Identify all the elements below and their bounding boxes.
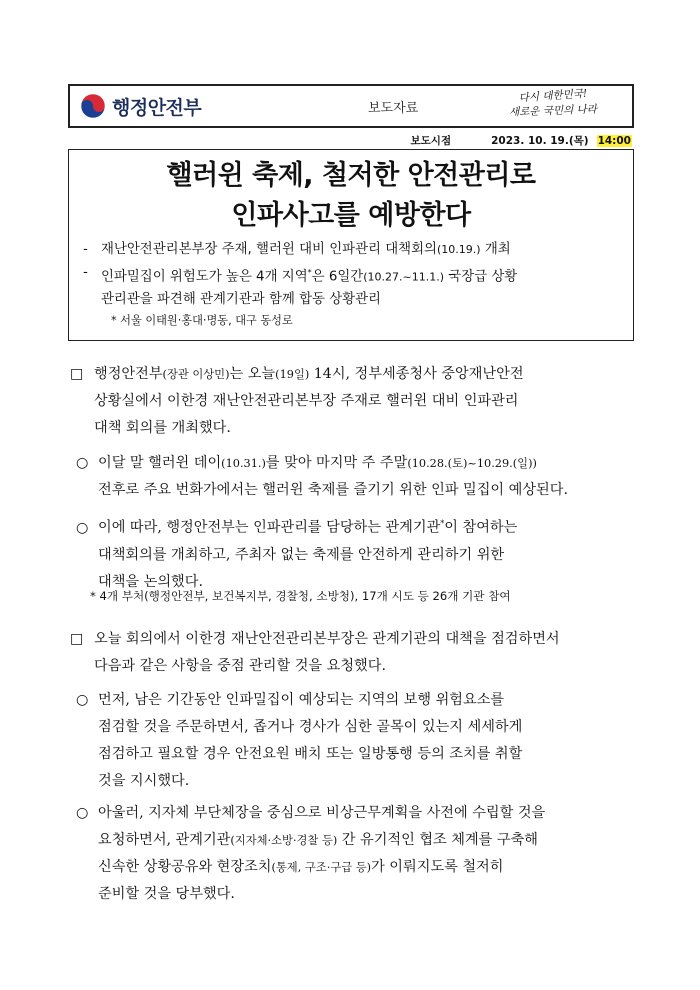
release-date: 2023. 10. 19.(목) [491,135,589,147]
headline-line-2: 인파사고를 예방한다 [231,200,471,231]
p6-text-c: 신속한 상황공유와 현장조치 [98,859,272,875]
subheadline-2-a: 인파밀집이 위험도가 높은 4개 지역 [101,269,308,285]
p1-text-b: 는 오늘 [229,366,276,382]
p5-line-4: 것을 지시했다. [98,773,190,789]
p5-line-2: 점검할 것을 주문하면서, 좁거나 경사가 심한 골목이 있는지 세세하게 [98,719,523,735]
p2-line-2: 전후로 주요 번화가에서는 핼러윈 축제를 즐기기 위한 인파 밀집이 예상된다. [98,482,568,498]
circle-bullet-icon: ○ [76,805,89,821]
p6-line-1: 아울러, 지자체 부단체장을 중심으로 비상근무계획을 사전에 수립할 것을 [98,805,546,821]
subheadline-1-text: 재난안전관리본부장 주재, 핼러윈 대비 인파관리 대책회의 [101,242,437,257]
circle-bullet-icon: ○ [76,455,89,471]
square-bullet-icon: □ [70,366,84,382]
subheadline-2-c: 국장급 상황 [444,269,518,285]
circle-bullet-icon: ○ [76,519,89,536]
release-time [411,133,632,148]
section-1-item-2 [76,510,640,596]
subheadline-1-date: (10.19.) [437,243,481,256]
subheadline-2-line-2: 관리관을 파견해 관계기관과 함께 합동 상황관리 [101,292,381,308]
headline-box [68,149,634,341]
agency-footnote: * 4개 부처(행정안전부, 보건복지부, 경찰청, 소방청), 17개 시도 등 26개 기관 참여 [90,589,511,603]
section-2-paragraph [70,626,640,680]
p6-agencies: (지자체·소방·경찰 등) [230,834,338,847]
slogan-line-2: 새로운 국민의 나라 [508,103,598,119]
p5-line-1: 먼저, 남은 기간동안 인파밀집이 예상되는 지역의 보행 위험요소를 [98,692,505,708]
square-bullet-icon: □ [70,631,84,647]
subheadline-2-b: 은 6일간 [311,269,364,285]
p6-text-d: 가 이뤄지도록 철저히 [371,859,504,875]
headline-footnote: * 서울 이태원·홍대·명동, 대구 동성로 [111,314,293,328]
circle-bullet-icon: ○ [76,692,89,708]
section-2-item-1 [76,687,640,795]
p3-text-b: 이 참여하는 [444,519,518,536]
p3-text-a: 이에 따라, 행정안전부는 인파관리를 담당하는 관계기관 [98,519,441,536]
subheadline-2-dates: (10.27.~11.1.) [363,270,445,284]
section-1-item-1 [76,450,640,504]
p1-line-3: 대책 회의를 개최했다. [94,420,231,436]
subheadlines [83,238,625,331]
p2-weekend: (10.28.(토)~10.29.(일)) [407,457,537,470]
headline [69,156,633,236]
p2-date: (10.31.) [221,457,266,470]
p1-text-a: 행정안전부 [94,366,163,382]
header-banner [68,84,634,128]
p6-text-b: 간 유기적인 협조 체계를 구축해 [337,832,538,848]
p2-text-b: 를 맞아 마지막 주 주말 [265,455,408,471]
section-2-item-2 [76,800,640,908]
p1-line-2: 상황실에서 이한경 재난안전관리본부장 주재로 핼러윈 대비 인파관리 [94,393,519,409]
document-type: 보도자료 [368,101,419,116]
p6-line-4: 준비할 것을 당부했다. [98,886,235,902]
subheadline-2: - 인파밀집이 위험도가 높은 4개 지역*은 6일간(10.27.~11.1.) 국장급 상황 [83,265,518,285]
ministry-name: 행정안전부 [112,96,202,119]
p1-text-c: 14시, 정부세종청사 중앙재난안전 [309,366,524,382]
p5-line-3: 점검하고 필요할 경우 안전요원 배치 또는 일방통행 등의 조치를 취할 [98,746,523,762]
p3-line-2: 대책회의를 개최하고, 주최자 없는 축제를 안전하게 관리하기 위한 [98,546,505,563]
p3-star: * [440,519,445,528]
ministry-logo [80,93,201,120]
p6-measures: (통제, 구조·구급 등) [271,861,372,874]
p1-minister: (장관 이상민) [162,368,230,381]
slogan [488,89,618,119]
section-1-paragraph [70,361,640,442]
slogan-line-1: 다시 대한민국! [518,87,588,105]
p4-line-1: 오늘 회의에서 이한경 재난안전관리본부장은 관계기관의 대책을 점검하면서 [94,631,560,647]
p3-line-3: 대책을 논의했다. [98,573,203,590]
p6-text-a: 요청하면서, 관계기관 [98,832,231,848]
headline-line-1: 핼러윈 축제, 철저한 안전관리로 [166,160,536,191]
subheadline-1: - 재난안전관리본부장 주재, 핼러윈 대비 인파관리 대책회의(10.19.) 개최 [83,242,511,257]
release-clock: 14:00 [597,134,631,147]
taegeuk-emblem-icon [80,93,106,119]
p4-line-2: 다음과 같은 사항을 중점 관리할 것을 요청했다. [94,658,386,674]
subheadline-2-star: * [307,268,312,277]
release-label: 보도시점 [410,135,452,147]
subheadline-1-end: 개최 [480,242,511,257]
p1-day: (19일) [275,368,310,381]
p2-text-a: 이달 말 핼러윈 데이 [98,455,222,471]
